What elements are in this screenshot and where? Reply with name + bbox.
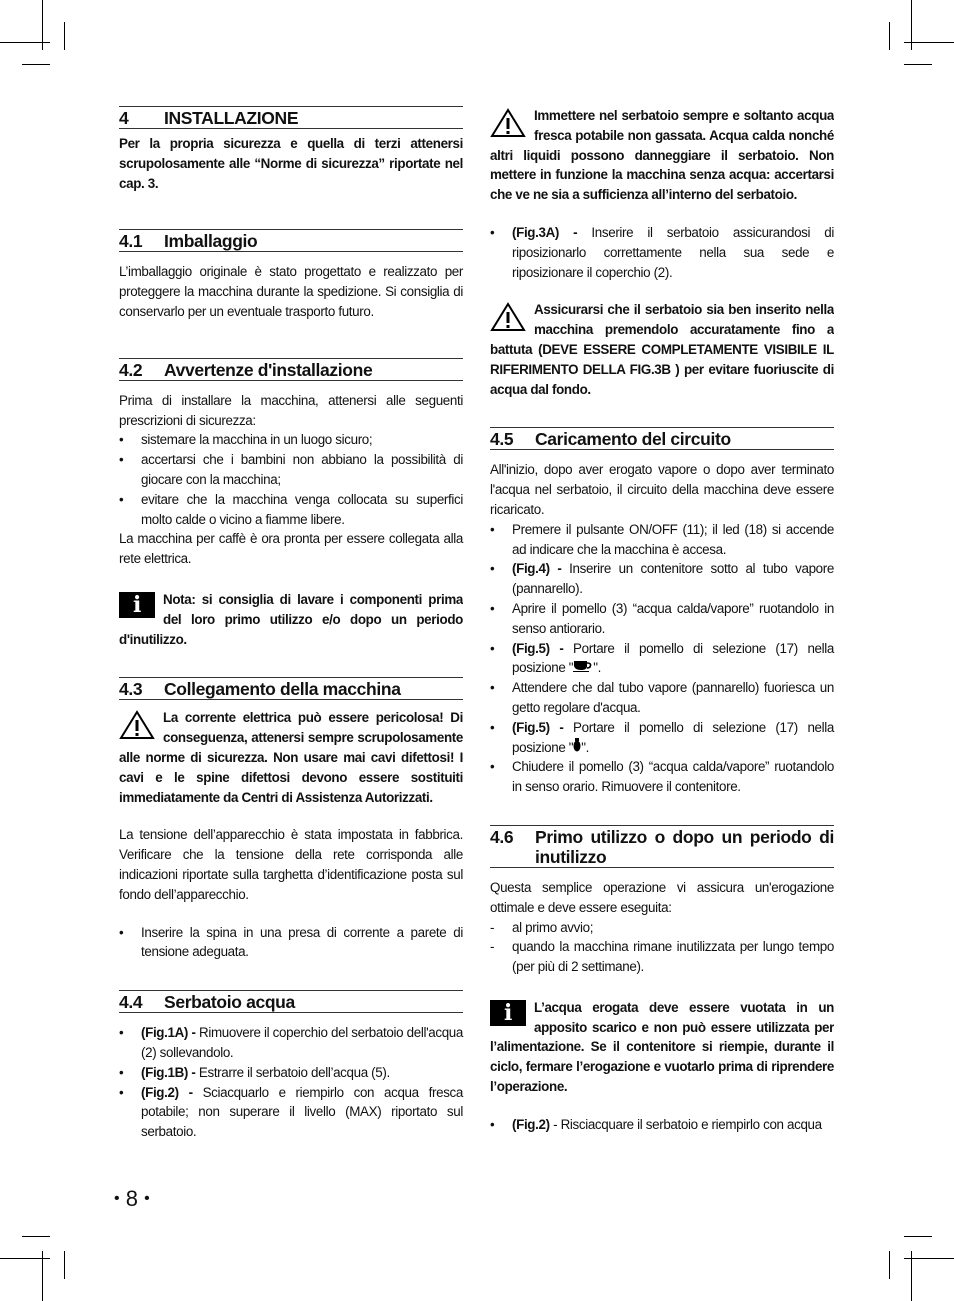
section-4-4-heading — [119, 990, 463, 1013]
list-item — [119, 1023, 463, 1063]
list-item: • sistemare la macchina in un luogo sicuro; — [119, 430, 463, 450]
first-use-list — [490, 918, 834, 977]
figure-ref: (Fig.5) - — [512, 719, 564, 735]
warning-text: Assicurarsi che il serbatoio sia ben inserito nella macchina premendolo accuratamente fino a battuta (DEVE ESSERE COMPLETAMENTE VISIBILE IL RIFERIMENTO DELLA FIG.3B ) per evitare fuoriuscite di acqua dal fondo. — [490, 302, 834, 397]
section-title: Collegamento della macchina — [164, 679, 401, 700]
list-item: - al primo avvio; — [490, 918, 834, 938]
section-number: 4.3 — [119, 679, 143, 700]
list-item — [119, 1083, 463, 1142]
section-4-5-intro: All'inizio, dopo aver erogato vapore o dopo aver terminato l'acqua nel serbatoio, il circuito della macchina deve essere ricaricato. — [490, 462, 834, 517]
install-precautions-list — [119, 430, 463, 529]
tank-steps-list — [119, 1023, 463, 1142]
section-4-2-intro: Prima di installare la macchina, attenersi alle seguenti prescrizioni di sicurezza: — [119, 392, 463, 428]
warning-text: La corrente elettrica può essere pericolosa! Di conseguenza, attenersi sempre scrupolosamente alle norme di sicurezza. Non usare mai cavi difettosi! I cavi e le spine difettosi devono essere sostituiti immediatamente da Centri di Assistenza Autorizzati. — [119, 710, 463, 805]
section-4-1-heading — [119, 229, 463, 252]
figure-ref: (Fig.2) - — [141, 1084, 193, 1100]
right-column — [490, 106, 834, 1135]
rinse-list — [490, 1115, 834, 1135]
info-icon: i — [119, 592, 155, 618]
section-number: 4 — [119, 108, 129, 128]
warning-note — [119, 708, 463, 807]
section-title: INSTALLAZIONE — [164, 108, 299, 128]
section-4-1-text: L’imballaggio originale è stato progettato e realizzato per proteggere la macchina durante la spedizione. Si consiglia di conservarlo per un eventuale trasporto futuro. — [119, 264, 463, 319]
section-number: 4.4 — [119, 992, 143, 1013]
section-title: Primo utilizzo o dopo un periodo di inutilizzo — [535, 826, 834, 867]
section-number: 4.6 — [490, 826, 514, 847]
steam-nozzle-icon — [573, 738, 581, 752]
section-4-3-text: La tensione dell’apparecchio è stata impostata in fabbrica. Verificare che la tensione della rete corrisponda alle indicazioni riportate sulla targhetta d’identificazione posta sul fondo dell’apparecchio. — [119, 827, 463, 902]
info-note-text: L’acqua erogata deve essere vuotata in un apposito scarico e non può essere utilizzata per l’alimentazione. Se il contenitore si riempie, durante il ciclo, fermare l’erogazione e vuotarlo prima di riprendere l’operazione. — [490, 999, 834, 1095]
figure-ref: (Fig.5) - — [512, 640, 564, 656]
warning-icon — [119, 710, 155, 740]
warning-icon — [490, 108, 526, 138]
section-title: Imballaggio — [164, 231, 258, 252]
list-item — [490, 599, 834, 639]
plug-list — [119, 923, 463, 963]
section-4-2-heading — [119, 358, 463, 381]
warning-icon — [490, 302, 526, 332]
step-text: Aprire il pomello (3) “acqua calda/vapore” ruotandolo in senso antiorario. — [512, 600, 834, 636]
figure-ref: (Fig.1A) - — [141, 1025, 196, 1041]
warning-text: Immettere nel serbatoio sempre e soltanto acqua fresca potabile non gassata. Acqua calda nonché altri liquidi possono danneggiare il serbatoio. Non mettere in funzione la macchina senza acqua: accertarsi che ve ne sia a sufficienza all’interno del serbatoio. — [490, 108, 834, 203]
section-4-heading — [119, 106, 463, 129]
section-4-6-intro: Questa semplice operazione vi assicura un'erogazione ottimale e deve essere eseguita: — [490, 879, 834, 915]
page-number-value: 8 — [125, 1186, 138, 1211]
list-item — [490, 223, 834, 282]
section-title: Caricamento del circuito — [535, 429, 731, 450]
list-item — [490, 757, 834, 797]
section-number: 4.2 — [119, 359, 143, 380]
step-text: - Risciacquare il serbatoio e riempirlo con acqua — [549, 1116, 822, 1132]
step-text: Portare il pomello di selezione (17) nella posizione " — [512, 719, 834, 755]
info-icon: i — [490, 1000, 526, 1026]
step-text-tail: ". — [581, 739, 589, 755]
section-4-3-heading — [119, 677, 463, 700]
list-item — [490, 639, 834, 679]
figure-ref: (Fig.1B) - — [141, 1064, 196, 1080]
figure-ref: (Fig.3A) - — [512, 224, 578, 240]
info-note-text: Nota: si consiglia di lavare i componenti prima del loro primo utilizzo e/o dopo un periodo d'inutilizzo. — [119, 591, 463, 647]
cup-icon — [573, 660, 593, 672]
list-item: • Inserire la spina in una presa di corrente a parete di tensione adeguata. — [119, 923, 463, 963]
section-number: 4.5 — [490, 429, 514, 450]
list-item: - quando la macchina rimane inutilizzata per lungo tempo (per più di 2 settimane). — [490, 937, 834, 977]
step-text: Portare il pomello di selezione (17) nella posizione " — [512, 640, 834, 676]
page-number: • 8 • — [114, 1186, 150, 1211]
list-item — [490, 520, 834, 560]
list-item — [490, 1115, 834, 1135]
step-text-tail: ". — [593, 660, 601, 676]
section-number: 4.1 — [119, 231, 143, 252]
warning-note — [490, 106, 834, 205]
step-text: Inserire un contenitore sotto al tubo vapore (pannarello). — [512, 561, 834, 597]
info-note — [119, 590, 463, 649]
section-title: Avvertenze d'installazione — [164, 359, 373, 380]
circuit-steps-list — [490, 520, 834, 797]
section-title: Serbatoio acqua — [164, 992, 295, 1013]
info-note — [490, 998, 834, 1097]
step-text: Rimuovere il coperchio del serbatoio dell'acqua (2) sollevandolo. — [141, 1025, 464, 1060]
list-item — [119, 1063, 463, 1083]
step-text: Attendere che dal tubo vapore (pannarello) fuoriesca un getto regolare d'acqua. — [512, 680, 834, 715]
list-item — [490, 718, 834, 758]
list-item — [490, 678, 834, 718]
figure-ref: (Fig.4) - — [512, 561, 562, 577]
list-item: • accertarsi che i bambini non abbiano la possibilità di giocare con la macchina; — [119, 450, 463, 490]
section-4-5-heading — [490, 427, 834, 450]
step-text: Inserire il serbatoio assicurandosi di riposizionarlo correttamente nella sua sede e riposizionare il coperchio (2). — [512, 224, 835, 280]
list-item: • evitare che la macchina venga collocata su superfici molto calde o vicino a fiamme libere. — [119, 490, 463, 530]
section-4-2-after: La macchina per caffè è ora pronta per essere collegata alla rete elettrica. — [119, 531, 463, 567]
section-4-intro: Per la propria sicurezza e quella di terzi attenersi scrupolosamente alle “Norme di sicurezza” riportate nel cap. 3. — [119, 136, 463, 191]
step-text: Sciacquarlo e riempirlo con acqua fresca potabile; non superare il livello (MAX) riportato sul serbatoio. — [141, 1084, 463, 1140]
warning-note — [490, 300, 834, 399]
left-column — [119, 106, 463, 1142]
fig3a-list — [490, 223, 834, 282]
figure-ref: (Fig.2) — [512, 1116, 550, 1132]
list-item — [490, 559, 834, 599]
step-text: Premere il pulsante ON/OFF (11); il led (18) si accende ad indicare che la macchina è accesa. — [512, 521, 834, 557]
step-text: Chiudere il pomello (3) “acqua calda/vapore” ruotandolo in senso orario. Rimuovere il contenitore. — [512, 759, 834, 795]
step-text: Estrarre il serbatoio dell’acqua (5). — [195, 1064, 390, 1080]
section-4-6-heading — [490, 825, 834, 868]
